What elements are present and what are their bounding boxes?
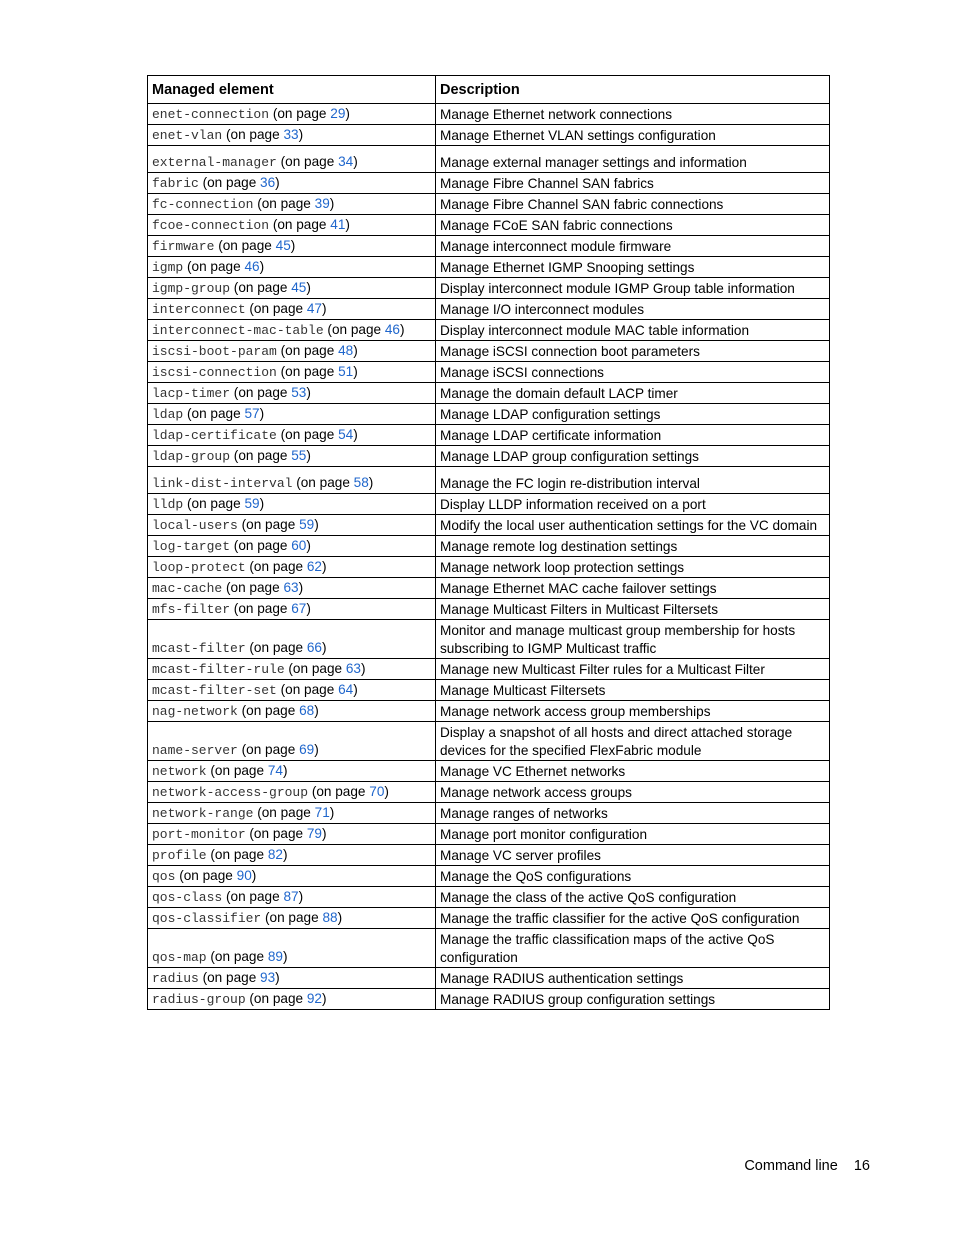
on-page-prefix: (on page: [241, 703, 300, 718]
command-name: log-target: [152, 539, 231, 554]
page-reference-link[interactable]: 29: [330, 106, 346, 121]
description-cell: Manage Ethernet IGMP Snooping settings: [436, 257, 830, 278]
on-page-prefix: (on page: [249, 640, 307, 655]
command-name: igmp-group: [152, 281, 231, 296]
page-reference-link[interactable]: 90: [236, 868, 252, 883]
page-reference-link[interactable]: 46: [384, 322, 400, 337]
on-page-suffix: ): [321, 559, 327, 574]
on-page-prefix: (on page: [272, 217, 331, 232]
on-page-suffix: ): [306, 538, 311, 553]
command-name: loop-protect: [152, 560, 246, 575]
page-reference-link[interactable]: 93: [260, 970, 276, 985]
table-row: [148, 659, 830, 680]
table-row: [148, 494, 830, 515]
table-row: [148, 467, 830, 494]
page-reference-link[interactable]: 88: [322, 910, 338, 925]
table-row: [148, 929, 830, 968]
on-page-prefix: (on page: [233, 280, 292, 295]
managed-element-cell: [148, 173, 436, 194]
managed-element-cell: [148, 125, 436, 146]
page-reference-link[interactable]: 34: [338, 154, 354, 169]
on-page-suffix: ): [298, 889, 304, 904]
on-page-suffix: ): [259, 406, 265, 421]
on-page-suffix: ): [337, 910, 343, 925]
page-reference-link[interactable]: 48: [338, 343, 354, 358]
page-reference-link[interactable]: 70: [369, 784, 385, 799]
description-cell: Manage the traffic classifier for the active QoS configuration: [436, 908, 830, 929]
command-name: qos-classifier: [152, 911, 262, 926]
command-name: mcast-filter-rule: [152, 662, 285, 677]
description-cell: Manage Ethernet MAC cache failover settings: [436, 578, 830, 599]
description-cell: Manage network access group memberships: [436, 701, 830, 722]
on-page-suffix: ): [384, 784, 389, 799]
managed-element-cell: [148, 362, 436, 383]
on-page-prefix: (on page: [202, 175, 261, 190]
managed-element-cell: [148, 866, 436, 887]
description-cell: Manage iSCSI connections: [436, 362, 830, 383]
on-page-prefix: (on page: [249, 301, 307, 316]
on-page-suffix: ): [329, 196, 335, 211]
on-page-prefix: (on page: [265, 910, 323, 925]
description-cell: Manage Multicast Filters in Multicast Filtersets: [436, 599, 830, 620]
on-page-suffix: ): [321, 640, 327, 655]
on-page-suffix: ): [298, 127, 304, 142]
description-cell: Manage the class of the active QoS configuration: [436, 887, 830, 908]
on-page-prefix: (on page: [233, 448, 292, 463]
page-reference-link[interactable]: 59: [244, 496, 260, 511]
on-page-prefix: (on page: [179, 868, 237, 883]
table-row: [148, 989, 830, 1010]
on-page-suffix: ): [290, 238, 296, 253]
page-reference-link[interactable]: 59: [299, 517, 315, 532]
on-page-suffix: ): [329, 805, 335, 820]
on-page-suffix: ): [259, 496, 265, 511]
managed-element-cell: [148, 968, 436, 989]
command-name: iscsi-connection: [152, 365, 277, 380]
on-page-prefix: (on page: [241, 742, 300, 757]
command-name: fc-connection: [152, 197, 254, 212]
on-page-prefix: (on page: [311, 784, 370, 799]
managed-element-cell: [148, 341, 436, 362]
managed-element-cell: [148, 299, 436, 320]
description-cell: Manage Multicast Filtersets: [436, 680, 830, 701]
command-name: radius-group: [152, 992, 246, 1007]
managed-element-cell: [148, 578, 436, 599]
command-name: external-manager: [152, 155, 277, 170]
table-row: [148, 701, 830, 722]
table-row: [148, 236, 830, 257]
table-row: [148, 578, 830, 599]
on-page-prefix: (on page: [233, 538, 292, 553]
on-page-suffix: ): [314, 742, 319, 757]
table-row: [148, 722, 830, 761]
description-cell: Display interconnect module MAC table information: [436, 320, 830, 341]
on-page-suffix: ): [345, 217, 350, 232]
page-reference-link[interactable]: 36: [260, 175, 276, 190]
managed-element-cell: [148, 215, 436, 236]
table-row: [148, 803, 830, 824]
on-page-suffix: ): [400, 322, 405, 337]
managed-element-cell: [148, 536, 436, 557]
command-name: port-monitor: [152, 827, 246, 842]
page-reference-link[interactable]: 79: [306, 826, 322, 841]
footer-section-title: Command line: [744, 1158, 838, 1174]
managed-element-cell: [148, 989, 436, 1010]
on-page-suffix: ): [282, 847, 288, 862]
managed-element-cell: [148, 599, 436, 620]
on-page-suffix: ): [259, 259, 265, 274]
command-name: mcast-filter-set: [152, 683, 277, 698]
description-cell: Manage network access groups: [436, 782, 830, 803]
table-row: [148, 446, 830, 467]
description-cell: Manage RADIUS group configuration settings: [436, 989, 830, 1010]
description-cell: Manage LDAP configuration settings: [436, 404, 830, 425]
table-row: [148, 866, 830, 887]
command-name: nag-network: [152, 704, 238, 719]
on-page-suffix: ): [282, 763, 288, 778]
page-reference-link[interactable]: 60: [291, 538, 307, 553]
table-row: [148, 557, 830, 578]
command-name: enet-connection: [152, 107, 270, 122]
managed-element-cell: [148, 761, 436, 782]
managed-element-cell: [148, 320, 436, 341]
command-name: ldap-group: [152, 449, 231, 464]
page-reference-link[interactable]: 55: [291, 448, 307, 463]
page-reference-link[interactable]: 58: [353, 475, 369, 490]
table-row: [148, 761, 830, 782]
page-reference-link[interactable]: 63: [283, 580, 299, 595]
table-row: [148, 215, 830, 236]
table-row: [148, 104, 830, 125]
description-cell: Manage the QoS configurations: [436, 866, 830, 887]
on-page-prefix: (on page: [233, 601, 292, 616]
on-page-suffix: ): [314, 517, 319, 532]
page-reference-link[interactable]: 53: [291, 385, 307, 400]
command-name: interconnect: [152, 302, 246, 317]
on-page-prefix: (on page: [280, 682, 339, 697]
command-name: fabric: [152, 176, 199, 191]
on-page-prefix: (on page: [249, 826, 307, 841]
page-reference-link[interactable]: 67: [291, 601, 307, 616]
managed-element-cell: [148, 845, 436, 866]
managed-element-cell: [148, 257, 436, 278]
command-name: profile: [152, 848, 207, 863]
command-name: mfs-filter: [152, 602, 231, 617]
table-row: [148, 320, 830, 341]
on-page-suffix: ): [321, 826, 327, 841]
managed-element-cell: [148, 908, 436, 929]
command-name: network: [152, 764, 207, 779]
on-page-prefix: (on page: [288, 661, 346, 676]
on-page-prefix: (on page: [280, 154, 339, 169]
page-reference-link[interactable]: 41: [330, 217, 346, 232]
command-name: mac-cache: [152, 581, 223, 596]
command-name: qos: [152, 869, 176, 884]
description-cell: Modify the local user authentication settings for the VC domain: [436, 515, 830, 536]
managed-element-cell: [148, 701, 436, 722]
description-cell: Manage new Multicast Filter rules for a Multicast Filter: [436, 659, 830, 680]
table-row: [148, 278, 830, 299]
description-cell: Manage Ethernet network connections: [436, 104, 830, 125]
command-name: iscsi-boot-param: [152, 344, 277, 359]
page-reference-link[interactable]: 63: [345, 661, 361, 676]
table-row: [148, 536, 830, 557]
on-page-prefix: (on page: [296, 475, 354, 490]
on-page-suffix: ): [345, 106, 350, 121]
page-reference-link[interactable]: 74: [267, 763, 283, 778]
description-cell: Manage external manager settings and information: [436, 146, 830, 173]
on-page-suffix: ): [353, 343, 358, 358]
description-cell: Manage I/O interconnect modules: [436, 299, 830, 320]
on-page-prefix: (on page: [187, 259, 245, 274]
command-name: ldap: [152, 407, 184, 422]
header-managed-element: Managed element: [148, 76, 436, 104]
command-name: name-server: [152, 743, 238, 758]
table-row: [148, 404, 830, 425]
managed-element-cell: [148, 887, 436, 908]
on-page-prefix: (on page: [187, 496, 245, 511]
description-cell: Manage VC server profiles: [436, 845, 830, 866]
description-cell: Manage iSCSI connection boot parameters: [436, 341, 830, 362]
page-footer: [744, 1158, 870, 1174]
on-page-prefix: (on page: [241, 517, 300, 532]
header-description: Description: [436, 76, 830, 104]
page-reference-link[interactable]: 39: [314, 196, 330, 211]
page-reference-link[interactable]: 54: [338, 427, 354, 442]
page-reference-link[interactable]: 87: [283, 889, 299, 904]
on-page-prefix: (on page: [226, 127, 284, 142]
managed-element-cell: [148, 515, 436, 536]
table-row: [148, 680, 830, 701]
managed-element-cell: [148, 404, 436, 425]
managed-elements-table: [147, 75, 830, 1010]
table-row: [148, 845, 830, 866]
page-reference-link[interactable]: 51: [338, 364, 354, 379]
on-page-prefix: (on page: [202, 970, 261, 985]
on-page-prefix: (on page: [218, 238, 276, 253]
managed-element-cell: [148, 467, 436, 494]
page-reference-link[interactable]: 89: [267, 949, 283, 964]
managed-element-cell: [148, 803, 436, 824]
managed-element-cell: [148, 824, 436, 845]
on-page-prefix: (on page: [280, 343, 339, 358]
page-reference-link[interactable]: 64: [338, 682, 354, 697]
command-name: network-access-group: [152, 785, 309, 800]
table-row: [148, 194, 830, 215]
on-page-prefix: (on page: [280, 427, 339, 442]
table-row: [148, 968, 830, 989]
on-page-prefix: (on page: [210, 949, 268, 964]
command-name: network-range: [152, 806, 254, 821]
command-name: lldp: [152, 497, 184, 512]
table-row: [148, 824, 830, 845]
on-page-prefix: (on page: [327, 322, 385, 337]
table-header-row: [148, 76, 830, 104]
managed-element-cell: [148, 104, 436, 125]
description-cell: Manage the traffic classification maps of the active QoS configuration: [436, 929, 830, 968]
description-cell: Manage remote log destination settings: [436, 536, 830, 557]
on-page-suffix: ): [298, 580, 304, 595]
on-page-suffix: ): [306, 385, 311, 400]
on-page-prefix: (on page: [187, 406, 245, 421]
managed-element-cell: [148, 194, 436, 215]
description-cell: Manage ranges of networks: [436, 803, 830, 824]
table-row: [148, 257, 830, 278]
page-reference-link[interactable]: 71: [314, 805, 330, 820]
description-cell: Manage RADIUS authentication settings: [436, 968, 830, 989]
description-cell: Manage the domain default LACP timer: [436, 383, 830, 404]
description-cell: Manage VC Ethernet networks: [436, 761, 830, 782]
description-cell: Display LLDP information received on a port: [436, 494, 830, 515]
managed-element-cell: [148, 494, 436, 515]
managed-element-cell: [148, 680, 436, 701]
on-page-prefix: (on page: [280, 364, 339, 379]
on-page-suffix: ): [306, 448, 311, 463]
table-row: [148, 599, 830, 620]
on-page-suffix: ): [353, 682, 358, 697]
description-cell: Manage Ethernet VLAN settings configuration: [436, 125, 830, 146]
table-row: [148, 125, 830, 146]
command-name: igmp: [152, 260, 184, 275]
table-row: [148, 341, 830, 362]
on-page-suffix: ): [353, 154, 358, 169]
table-row: [148, 146, 830, 173]
table-row: [148, 782, 830, 803]
page-reference-link[interactable]: 33: [283, 127, 299, 142]
on-page-suffix: ): [275, 970, 280, 985]
command-name: mcast-filter: [152, 641, 246, 656]
command-name: link-dist-interval: [152, 476, 293, 491]
managed-element-cell: [148, 383, 436, 404]
description-cell: Manage the FC login re-distribution interval: [436, 467, 830, 494]
on-page-prefix: (on page: [226, 580, 284, 595]
managed-element-cell: [148, 278, 436, 299]
command-name: qos-class: [152, 890, 223, 905]
managed-element-cell: [148, 620, 436, 659]
description-cell: Monitor and manage multicast group membership for hosts subscribing to IGMP Multicast traffic: [436, 620, 830, 659]
description-cell: Manage network loop protection settings: [436, 557, 830, 578]
on-page-suffix: ): [306, 601, 311, 616]
table-row: [148, 887, 830, 908]
command-name: radius: [152, 971, 199, 986]
page-reference-link[interactable]: 46: [244, 259, 260, 274]
description-cell: Display a snapshot of all hosts and direct attached storage devices for the specified FlexFabric module: [436, 722, 830, 761]
command-name: interconnect-mac-table: [152, 323, 324, 338]
command-name: qos-map: [152, 950, 207, 965]
page-reference-link[interactable]: 57: [244, 406, 260, 421]
table-row: [148, 908, 830, 929]
page-reference-link[interactable]: 45: [275, 238, 291, 253]
managed-element-cell: [148, 722, 436, 761]
on-page-prefix: (on page: [257, 805, 315, 820]
page-reference-link[interactable]: 45: [291, 280, 307, 295]
page-reference-link[interactable]: 69: [299, 742, 315, 757]
table-row: [148, 173, 830, 194]
command-name: lacp-timer: [152, 386, 231, 401]
command-name: firmware: [152, 239, 215, 254]
table-body: [148, 104, 830, 1010]
managed-element-cell: [148, 557, 436, 578]
page-reference-link[interactable]: 47: [306, 301, 322, 316]
table-row: [148, 620, 830, 659]
command-name: enet-vlan: [152, 128, 223, 143]
description-cell: Manage LDAP certificate information: [436, 425, 830, 446]
description-cell: Manage Fibre Channel SAN fabric connections: [436, 194, 830, 215]
table-row: [148, 362, 830, 383]
footer-page-number: 16: [853, 1158, 870, 1174]
description-cell: Manage LDAP group configuration settings: [436, 446, 830, 467]
managed-element-cell: [148, 425, 436, 446]
on-page-suffix: ): [353, 364, 358, 379]
on-page-suffix: ): [306, 280, 311, 295]
on-page-suffix: ): [282, 949, 288, 964]
managed-element-cell: [148, 446, 436, 467]
description-cell: Manage Fibre Channel SAN fabrics: [436, 173, 830, 194]
page-reference-link[interactable]: 66: [306, 640, 322, 655]
description-cell: Manage port monitor configuration: [436, 824, 830, 845]
table-row: [148, 299, 830, 320]
on-page-suffix: ): [368, 475, 374, 490]
on-page-suffix: ): [360, 661, 366, 676]
on-page-suffix: ): [314, 703, 319, 718]
page-reference-link[interactable]: 62: [306, 559, 322, 574]
managed-element-cell: [148, 659, 436, 680]
table-row: [148, 383, 830, 404]
on-page-prefix: (on page: [249, 559, 307, 574]
on-page-suffix: ): [275, 175, 280, 190]
on-page-prefix: (on page: [249, 991, 307, 1006]
on-page-prefix: (on page: [210, 763, 268, 778]
on-page-prefix: (on page: [272, 106, 331, 121]
description-cell: Manage FCoE SAN fabric connections: [436, 215, 830, 236]
on-page-prefix: (on page: [257, 196, 315, 211]
managed-element-cell: [148, 236, 436, 257]
command-name: local-users: [152, 518, 238, 533]
description-cell: Manage interconnect module firmware: [436, 236, 830, 257]
on-page-suffix: ): [321, 991, 327, 1006]
on-page-suffix: ): [321, 301, 327, 316]
on-page-prefix: (on page: [226, 889, 284, 904]
on-page-prefix: (on page: [210, 847, 268, 862]
managed-element-cell: [148, 929, 436, 968]
on-page-prefix: (on page: [233, 385, 292, 400]
command-name: ldap-certificate: [152, 428, 277, 443]
on-page-suffix: ): [251, 868, 257, 883]
table-row: [148, 425, 830, 446]
page-reference-link[interactable]: 82: [267, 847, 283, 862]
managed-element-cell: [148, 146, 436, 173]
on-page-suffix: ): [353, 427, 358, 442]
page-reference-link[interactable]: 92: [306, 991, 322, 1006]
table-row: [148, 515, 830, 536]
command-name: fcoe-connection: [152, 218, 270, 233]
description-cell: Display interconnect module IGMP Group table information: [436, 278, 830, 299]
managed-element-cell: [148, 782, 436, 803]
page-reference-link[interactable]: 68: [299, 703, 315, 718]
